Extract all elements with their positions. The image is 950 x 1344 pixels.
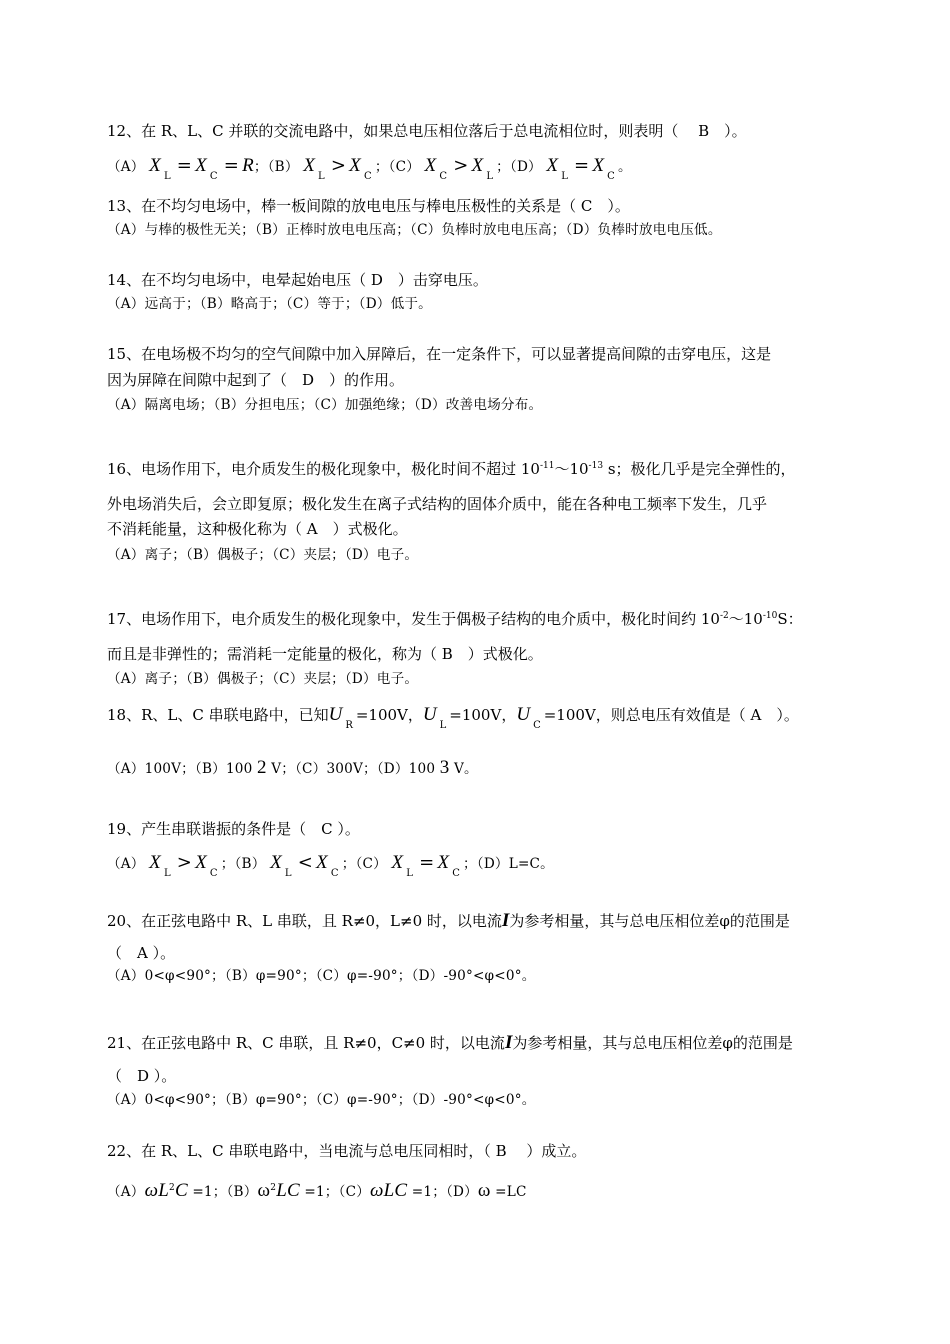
q12-sub: L: [163, 171, 171, 182]
q13-options: （A）与棒的极性无关；（B）正棒时放电电压高；（C）负棒时放电电压高；（D）负棒时放电电压低。: [107, 222, 722, 238]
q16-stem-line3: 不消耗能量，这种极化称为（ A ）式极化。: [107, 520, 408, 538]
q17-exponent: -10: [762, 611, 778, 621]
q21-stem-line1: [107, 1033, 793, 1053]
q12-opt-d-label: ；（D）: [496, 159, 542, 175]
q21-stem-text: 为参考相量，其与总电压相位差φ的范围是: [512, 1034, 793, 1052]
q15-stem-line2: 因为屏障在间隙中起到了（ D ）的作用。: [107, 371, 405, 389]
q16-stem-text: 16、电场作用下，电介质发生的极化现象中，极化时间不超过 10: [107, 460, 540, 478]
q12-end: 。: [618, 159, 632, 175]
q22-omega: ω: [257, 1180, 271, 1201]
q15-stem-line1: 15、在电场极不均匀的空气间隙中加入屏障后，在一定条件下，可以显著提高间隙的击穿电压，这是: [107, 345, 772, 363]
q18-prefix: 18、R、L、C 串联电路中，已知: [107, 706, 329, 724]
q16-stem-line1: [107, 459, 796, 482]
q21-options: （A）0<φ<90°；（B）φ=90°；（C）φ=-90°；（D）-90°<φ<0°。: [107, 1092, 536, 1108]
q12-x: X: [149, 155, 161, 176]
q21-stem-text: 21、在正弦电路中 R、C 串联，且 R≠0，C≠0 时，以电流: [107, 1034, 505, 1052]
q19-opt-label: ；（D）L=C。: [463, 856, 554, 872]
q22-exponent: 2: [270, 1183, 277, 1193]
q16-stem-text: s；极化几乎是完全弹性的，: [603, 460, 796, 478]
q19-sub: C: [330, 868, 339, 879]
q18-value: =100V，则总电压有效值是（ A ）。: [543, 706, 799, 724]
q22-stem: 22、在 R、L、C 串联电路中，当电流与总电压同相时，（ B ）成立。: [107, 1142, 587, 1160]
q22-options: [107, 1181, 527, 1204]
q12-sub: L: [561, 171, 569, 182]
q20-stem-line2: （ A ）。: [107, 944, 176, 962]
q17-options: （A）离子；（B）偶极子；（C）夹层；（D）电子。: [107, 671, 419, 687]
q18-value: =100V，: [449, 706, 517, 724]
q12-sub: C: [439, 171, 448, 182]
q12-stem: 12、在 R、L、C 并联的交流电路中，如果总电压相位落后于总电流相位时，则表明（ B ）。: [107, 122, 747, 140]
q12-sub: L: [486, 171, 494, 182]
q19-sub: L: [163, 868, 171, 879]
q12-op: >: [453, 155, 469, 176]
q12-op: =: [574, 155, 590, 176]
q12-opt-b-label: ；（B）: [253, 159, 299, 175]
q19-x: X: [391, 852, 404, 873]
q17-stem-text: S：: [777, 610, 803, 628]
q12-r: R: [242, 155, 254, 176]
q22-expr: C: [174, 1180, 188, 1201]
q19-sub: C: [452, 868, 461, 879]
q19-op: <: [297, 852, 314, 873]
q12-x: X: [349, 155, 361, 176]
q22-omega: ω: [477, 1180, 491, 1201]
q19-opt-label: （A）: [107, 856, 145, 872]
q19-x: X: [149, 852, 161, 873]
q18-value: =100V，: [355, 706, 423, 724]
q17-stem-line1: [107, 609, 803, 632]
q19-sub: C: [209, 868, 218, 879]
q22-opt-text: =LC: [490, 1184, 527, 1200]
q18-sub: R: [345, 720, 353, 731]
q12-x: X: [195, 155, 207, 176]
q16-stem-line2: 外电场消失后，会立即复原；极化发生在离子式结构的固体介质中，能在各种电工频率下发生，几乎: [107, 495, 768, 513]
q21-stem-line2: （ D ）。: [107, 1067, 177, 1085]
q20-stem-line1: [107, 911, 790, 931]
q22-expr: LC: [276, 1180, 300, 1201]
q18-sub: C: [533, 720, 541, 731]
q19-x: X: [316, 852, 328, 873]
q18-u: U: [422, 704, 437, 725]
q19-sub: L: [406, 868, 414, 879]
q16-options: （A）离子；（B）偶极子；（C）夹层；（D）电子。: [107, 547, 419, 563]
q18-options: [107, 758, 478, 779]
q19-x: X: [270, 852, 282, 873]
q22-opt-text: =1；（C）: [299, 1184, 370, 1200]
q12-x: X: [546, 155, 559, 176]
q12-x: X: [424, 155, 437, 176]
q12-x: X: [303, 155, 315, 176]
q13-stem: 13、在不均匀电场中，棒一板间隙的放电电压与棒电压极性的关系是（ C ）。: [107, 197, 630, 215]
q18-stem: [107, 704, 799, 731]
q16-tilde: ～10: [554, 460, 589, 478]
q19-opt-label: ；（C）: [341, 856, 387, 872]
q19-op: =: [419, 852, 435, 873]
q22-exponent: 2: [169, 1183, 175, 1193]
q20-options: （A）0<φ<90°；（B）φ=90°；（C）φ=-90°；（D）-90°<φ<0°。: [107, 968, 536, 984]
q22-opt-text: =1；（D）: [407, 1184, 478, 1200]
q12-op: >: [330, 155, 347, 176]
q12-sub: C: [363, 171, 372, 182]
q12-x: X: [471, 155, 484, 176]
q19-x: X: [437, 852, 450, 873]
q17-stem-text: 17、电场作用下，电介质发生的极化现象中，发生于偶极子结构的电介质中，极化时间约 10: [107, 610, 720, 628]
q19-x: X: [195, 852, 207, 873]
q16-exponent: -11: [539, 461, 555, 471]
q22-opt-text: =1；（B）: [187, 1184, 258, 1200]
q12-opt-a-label: （A）: [107, 159, 145, 175]
q12-sub: C: [209, 171, 218, 182]
q19-options: [107, 852, 554, 879]
q19-stem: 19、产生串联谐振的条件是（ C ）。: [107, 820, 360, 838]
q17-stem-line2: 而且是非弹性的；需消耗一定能量的极化，称为（ B ）式极化。: [107, 645, 543, 663]
q12-sub: L: [318, 171, 325, 182]
current-phasor-symbol: I: [504, 1032, 513, 1053]
q18-sqrt-arg: 2: [257, 757, 267, 778]
q20-stem-text: 为参考相量，其与总电压相位差φ的范围是: [509, 912, 790, 930]
q22-expr: ωLC: [370, 1180, 408, 1201]
q16-exponent: -13: [588, 461, 604, 471]
q18-opt-text: V。: [449, 761, 478, 777]
q12-x: X: [592, 155, 605, 176]
q12-opt-c-label: ；（C）: [374, 159, 420, 175]
q18-u: U: [516, 704, 531, 725]
q19-op: >: [176, 852, 193, 873]
q17-exponent: -2: [719, 611, 729, 621]
current-phasor-symbol: I: [501, 910, 510, 931]
q22-expr: ωL: [144, 1180, 169, 1201]
q14-options: （A）远高于；（B）略高于；（C）等于；（D）低于。: [107, 296, 432, 312]
q18-sqrt-arg: 3: [439, 757, 450, 778]
q12-op: =: [176, 155, 193, 176]
q18-opt-text: （A）100V；（B）100: [107, 761, 258, 777]
q14-stem: 14、在不均匀电场中，电晕起始电压（ D ）击穿电压。: [107, 271, 488, 289]
q12-sub: C: [607, 171, 615, 182]
q20-stem-text: 20、在正弦电路中 R、L 串联，且 R≠0，L≠0 时，以电流: [107, 912, 502, 930]
q18-opt-text: V；（C）300V；（D）100: [266, 761, 440, 777]
q19-opt-label: ；（B）: [220, 856, 266, 872]
q18-sub: L: [439, 720, 447, 731]
q19-sub: L: [284, 868, 292, 879]
q12-options: [107, 155, 632, 182]
q12-op: =: [223, 155, 240, 176]
q17-tilde: ～10: [728, 610, 763, 628]
q22-opt-label: （A）: [107, 1184, 145, 1200]
q18-u: U: [328, 704, 343, 725]
q15-options: （A）隔离电场；（B）分担电压；（C）加强绝缘；（D）改善电场分布。: [107, 397, 543, 413]
